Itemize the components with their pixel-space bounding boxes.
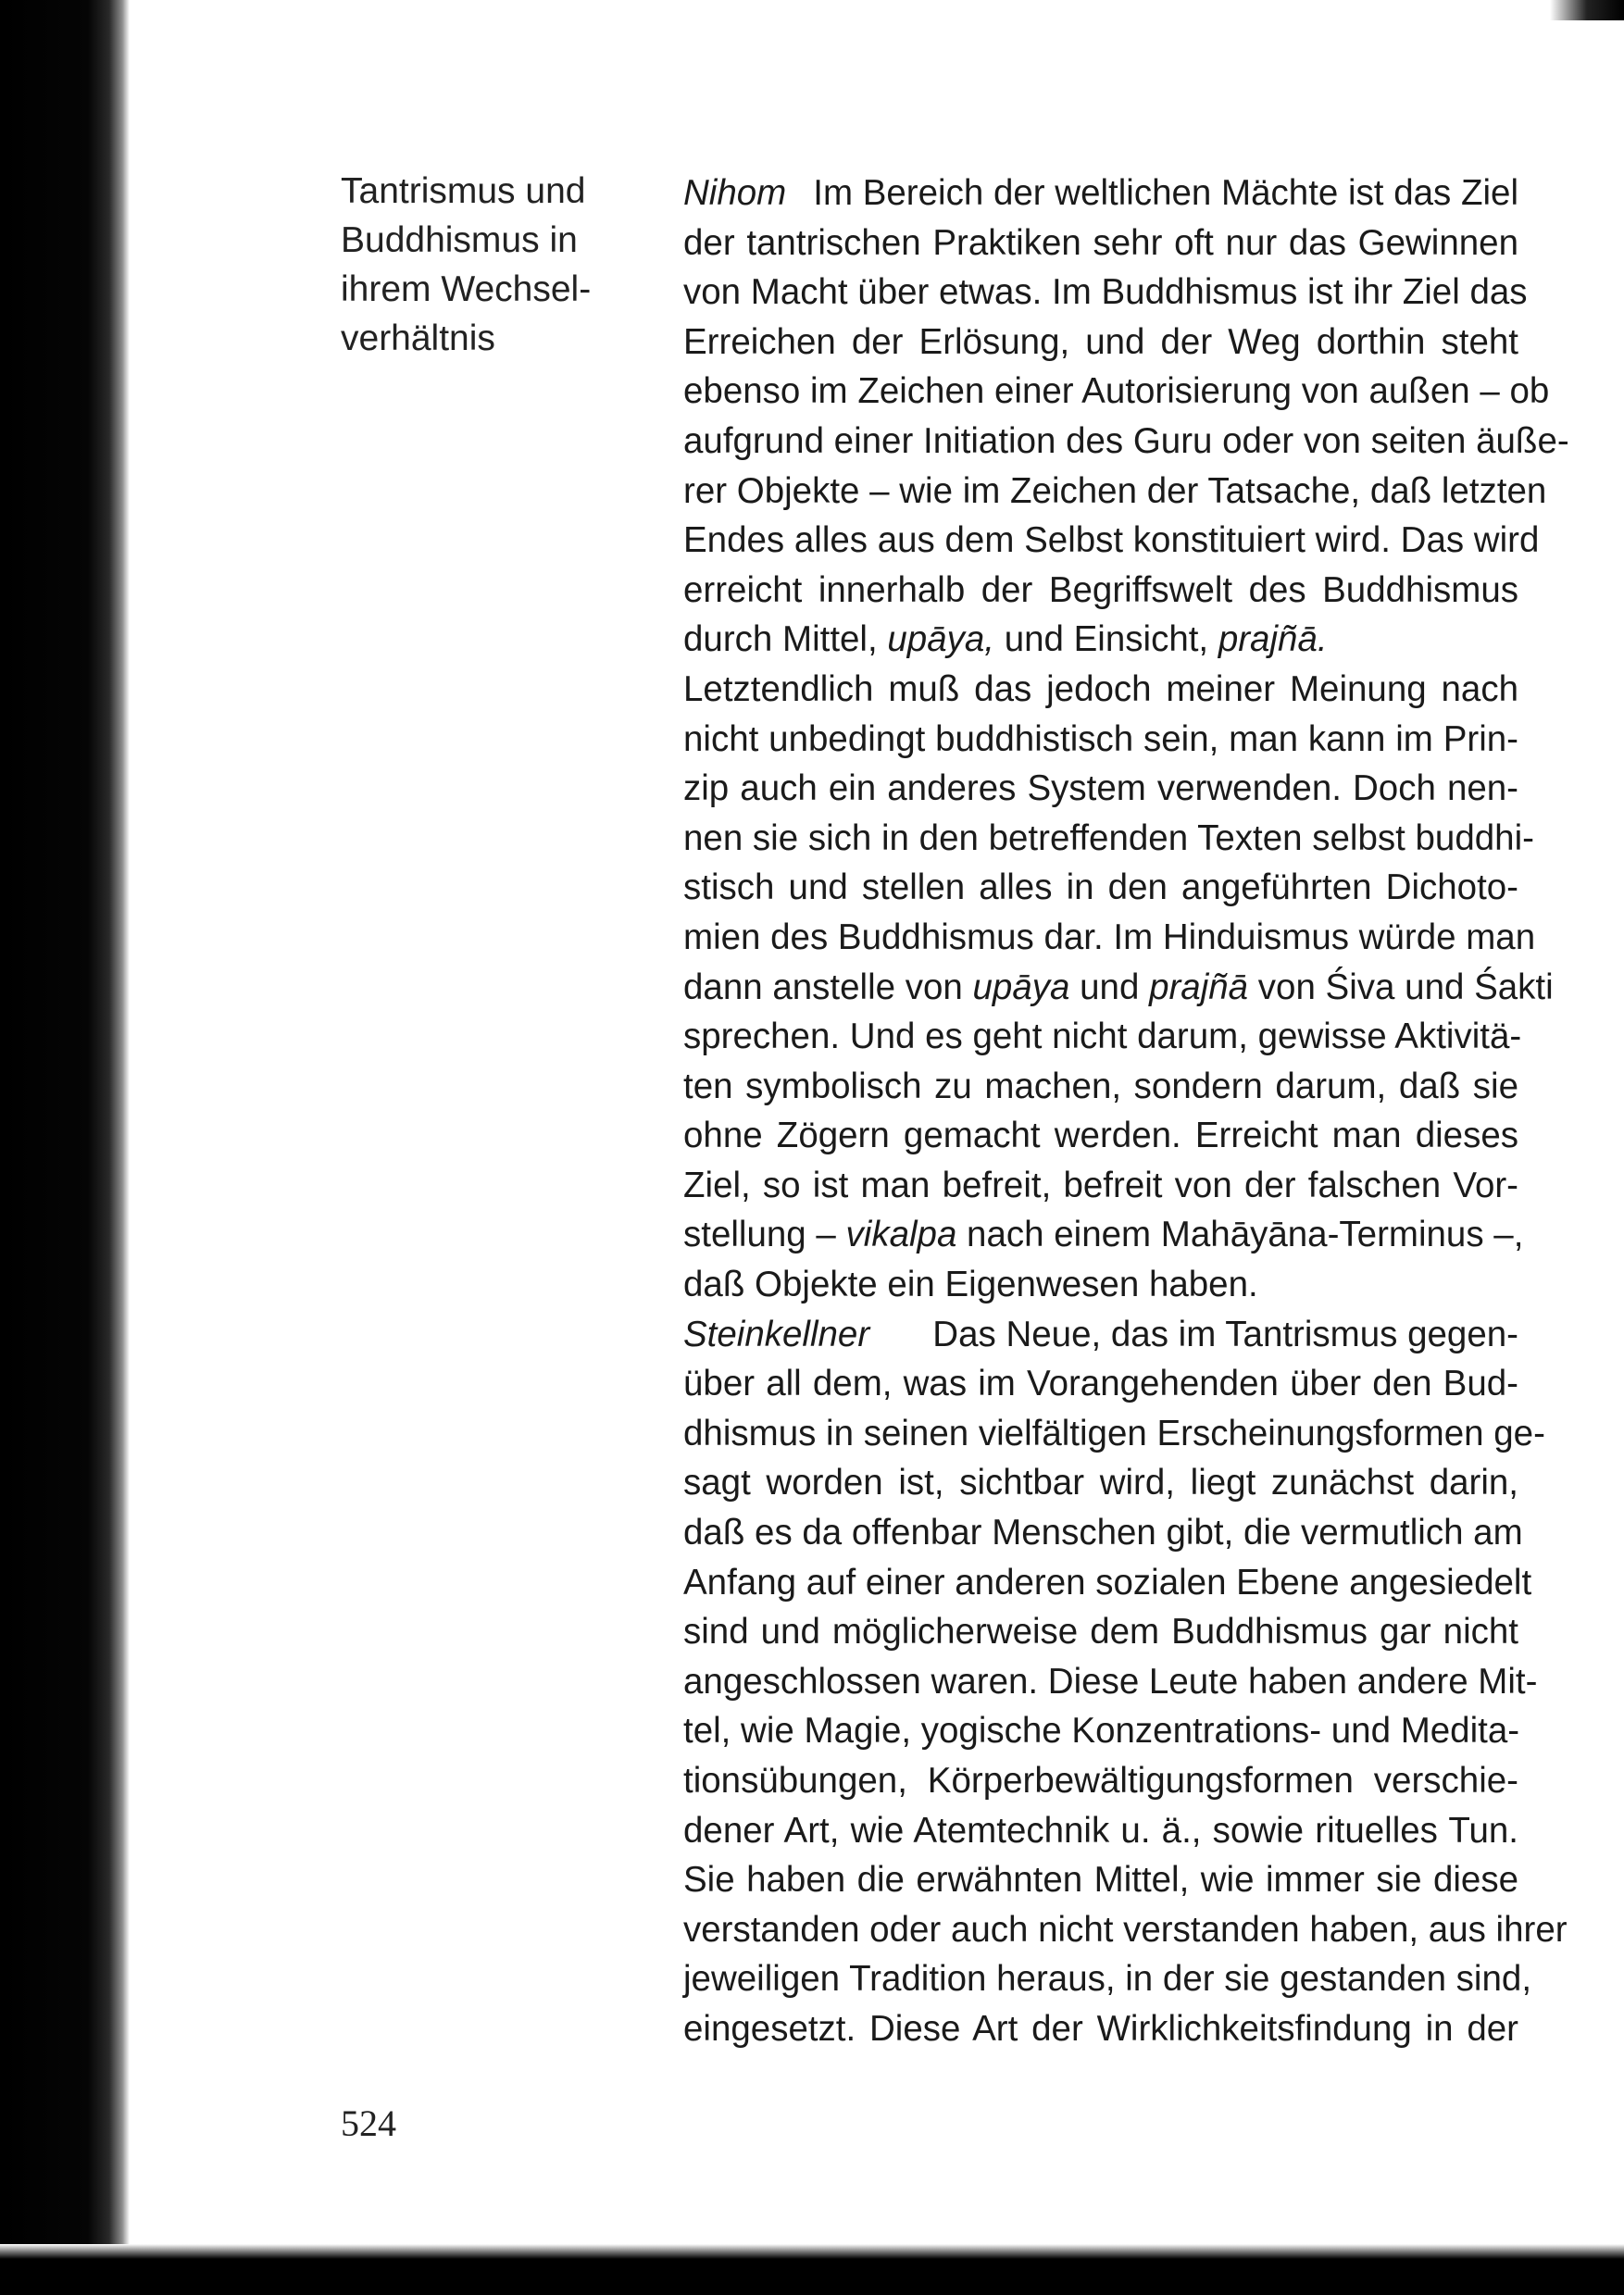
text-line (683, 1210, 1524, 1260)
text-line: Anfang auf einer anderen sozialen Ebene angesiedelt (683, 1562, 1532, 1603)
text-line (683, 1310, 1518, 1360)
term-upaya: upāya (972, 967, 1070, 1007)
text-fragment: Im Bereich der weltlichen Mächte ist das Ziel (813, 173, 1518, 213)
text-line: nen sie sich in den betreffenden Texten selbst buddhi- (683, 817, 1534, 858)
text-fragment: dann anstelle von (683, 967, 973, 1007)
text-line: Endes alles aus dem Selbst konstituiert wird. Das wird (683, 520, 1540, 561)
text-line: sagt worden ist, sichtbar wird, liegt zunächst darin, (683, 1463, 1518, 1503)
text-fragment: nach einem Mahāyāna-Terminus –, (956, 1215, 1524, 1255)
text-line: aufgrund einer Initiation des Guru oder von seiten äuße- (683, 420, 1569, 461)
text-line: dener Art, wie Atemtechnik u. ä., sowie rituelles Tun. (683, 1810, 1518, 1851)
running-head-line: Tantrismus und (341, 171, 586, 211)
text-line: jeweiligen Tradition heraus, in der sie gestanden sind, (683, 1959, 1532, 2000)
text-line: über all dem, was im Vorangehenden über den Bud- (683, 1364, 1518, 1404)
running-head-line: ihrem Wechsel- (341, 269, 592, 309)
text-fragment: Das Neue, das im Tantrismus gegen- (932, 1314, 1518, 1354)
text-line (683, 615, 1518, 665)
text-line: daß es da offenbar Menschen gibt, die vermutlich am (683, 1513, 1523, 1553)
running-head (341, 167, 646, 363)
text-fragment: stellung – (683, 1215, 846, 1255)
term-upaya: upāya, (887, 619, 994, 660)
text-line (683, 168, 1518, 218)
text-line (683, 963, 1554, 1013)
text-line: der tantrischen Praktiken sehr oft nur das Gewinnen (683, 222, 1518, 263)
text-line: sind und möglicherweise dem Buddhismus gar nicht (683, 1612, 1518, 1653)
text-line: mien des Buddhismus dar. Im Hinduismus würde man (683, 917, 1536, 957)
text-line: von Macht über etwas. Im Buddhismus ist ihr Ziel das (683, 272, 1528, 313)
text-line: ten symbolisch zu machen, sondern darum, daß sie (683, 1066, 1518, 1106)
running-head-line: verhältnis (341, 318, 495, 358)
text-fragment: durch Mittel, (683, 619, 888, 660)
speaker-name: Nihom (683, 173, 787, 213)
text-line: dhismus in seinen vielfältigen Erscheinungsformen ge- (683, 1413, 1545, 1453)
text-line: Erreichen der Erlösung, und der Weg dorthin steht (683, 321, 1518, 362)
text-line: zip auch ein anderes System verwenden. Doch nen- (683, 768, 1518, 809)
text-line: verstanden oder auch nicht verstanden haben, aus ihrer (683, 1909, 1568, 1950)
text-line: Sie haben die erwähnten Mittel, wie immer sie diese (683, 1860, 1518, 1901)
text-line: tionsübungen, Körperbewältigungsformen verschie- (683, 1761, 1518, 1801)
text-line: Ziel, so ist man befreit, befreit von der falschen Vor- (683, 1165, 1518, 1205)
page-number: 524 (341, 2102, 396, 2144)
running-head-line: Buddhismus in (341, 220, 578, 260)
text-line: daß Objekte ein Eigenwesen haben. (683, 1265, 1258, 1305)
scan-shadow-bottom (0, 2244, 1624, 2295)
body-text (683, 168, 1569, 2054)
text-line: stisch und stellen alles in den angeführten Dichoto- (683, 867, 1518, 908)
text-fragment: und (1069, 967, 1150, 1007)
text-line: ebenso im Zeichen einer Autorisierung von außen – ob (683, 371, 1550, 412)
scan-shadow-left (0, 0, 130, 2295)
term-vikalpa: vikalpa (845, 1215, 957, 1255)
text-line: tel, wie Magie, yogische Konzentrations- und Medita- (683, 1711, 1520, 1752)
term-prajna: prajñā. (1218, 619, 1328, 660)
text-fragment: und Einsicht, (994, 619, 1218, 660)
text-line: rer Objekte – wie im Zeichen der Tatsache, daß letzten (683, 470, 1547, 511)
text-line: eingesetzt. Diese Art der Wirklichkeitsfindung in der (683, 2008, 1518, 2049)
text-fragment: von Śiva und Śakti (1248, 967, 1554, 1007)
text-line: sprechen. Und es geht nicht darum, gewisse Aktivitä- (683, 1017, 1522, 1057)
text-line: nicht unbedingt buddhistisch sein, man kann im Prin- (683, 718, 1518, 759)
scan-shadow-corner (1550, 0, 1624, 20)
text-line: erreicht innerhalb der Begriffswelt des Buddhismus (683, 569, 1518, 610)
speaker-name: Steinkellner (683, 1314, 870, 1354)
text-line: angeschlossen waren. Diese Leute haben andere Mit- (683, 1661, 1538, 1702)
text-line: ohne Zögern gemacht werden. Erreicht man dieses (683, 1116, 1518, 1156)
text-line: Letztendlich muß das jedoch meiner Meinung nach (683, 668, 1518, 709)
term-prajna: prajñā (1149, 967, 1249, 1007)
